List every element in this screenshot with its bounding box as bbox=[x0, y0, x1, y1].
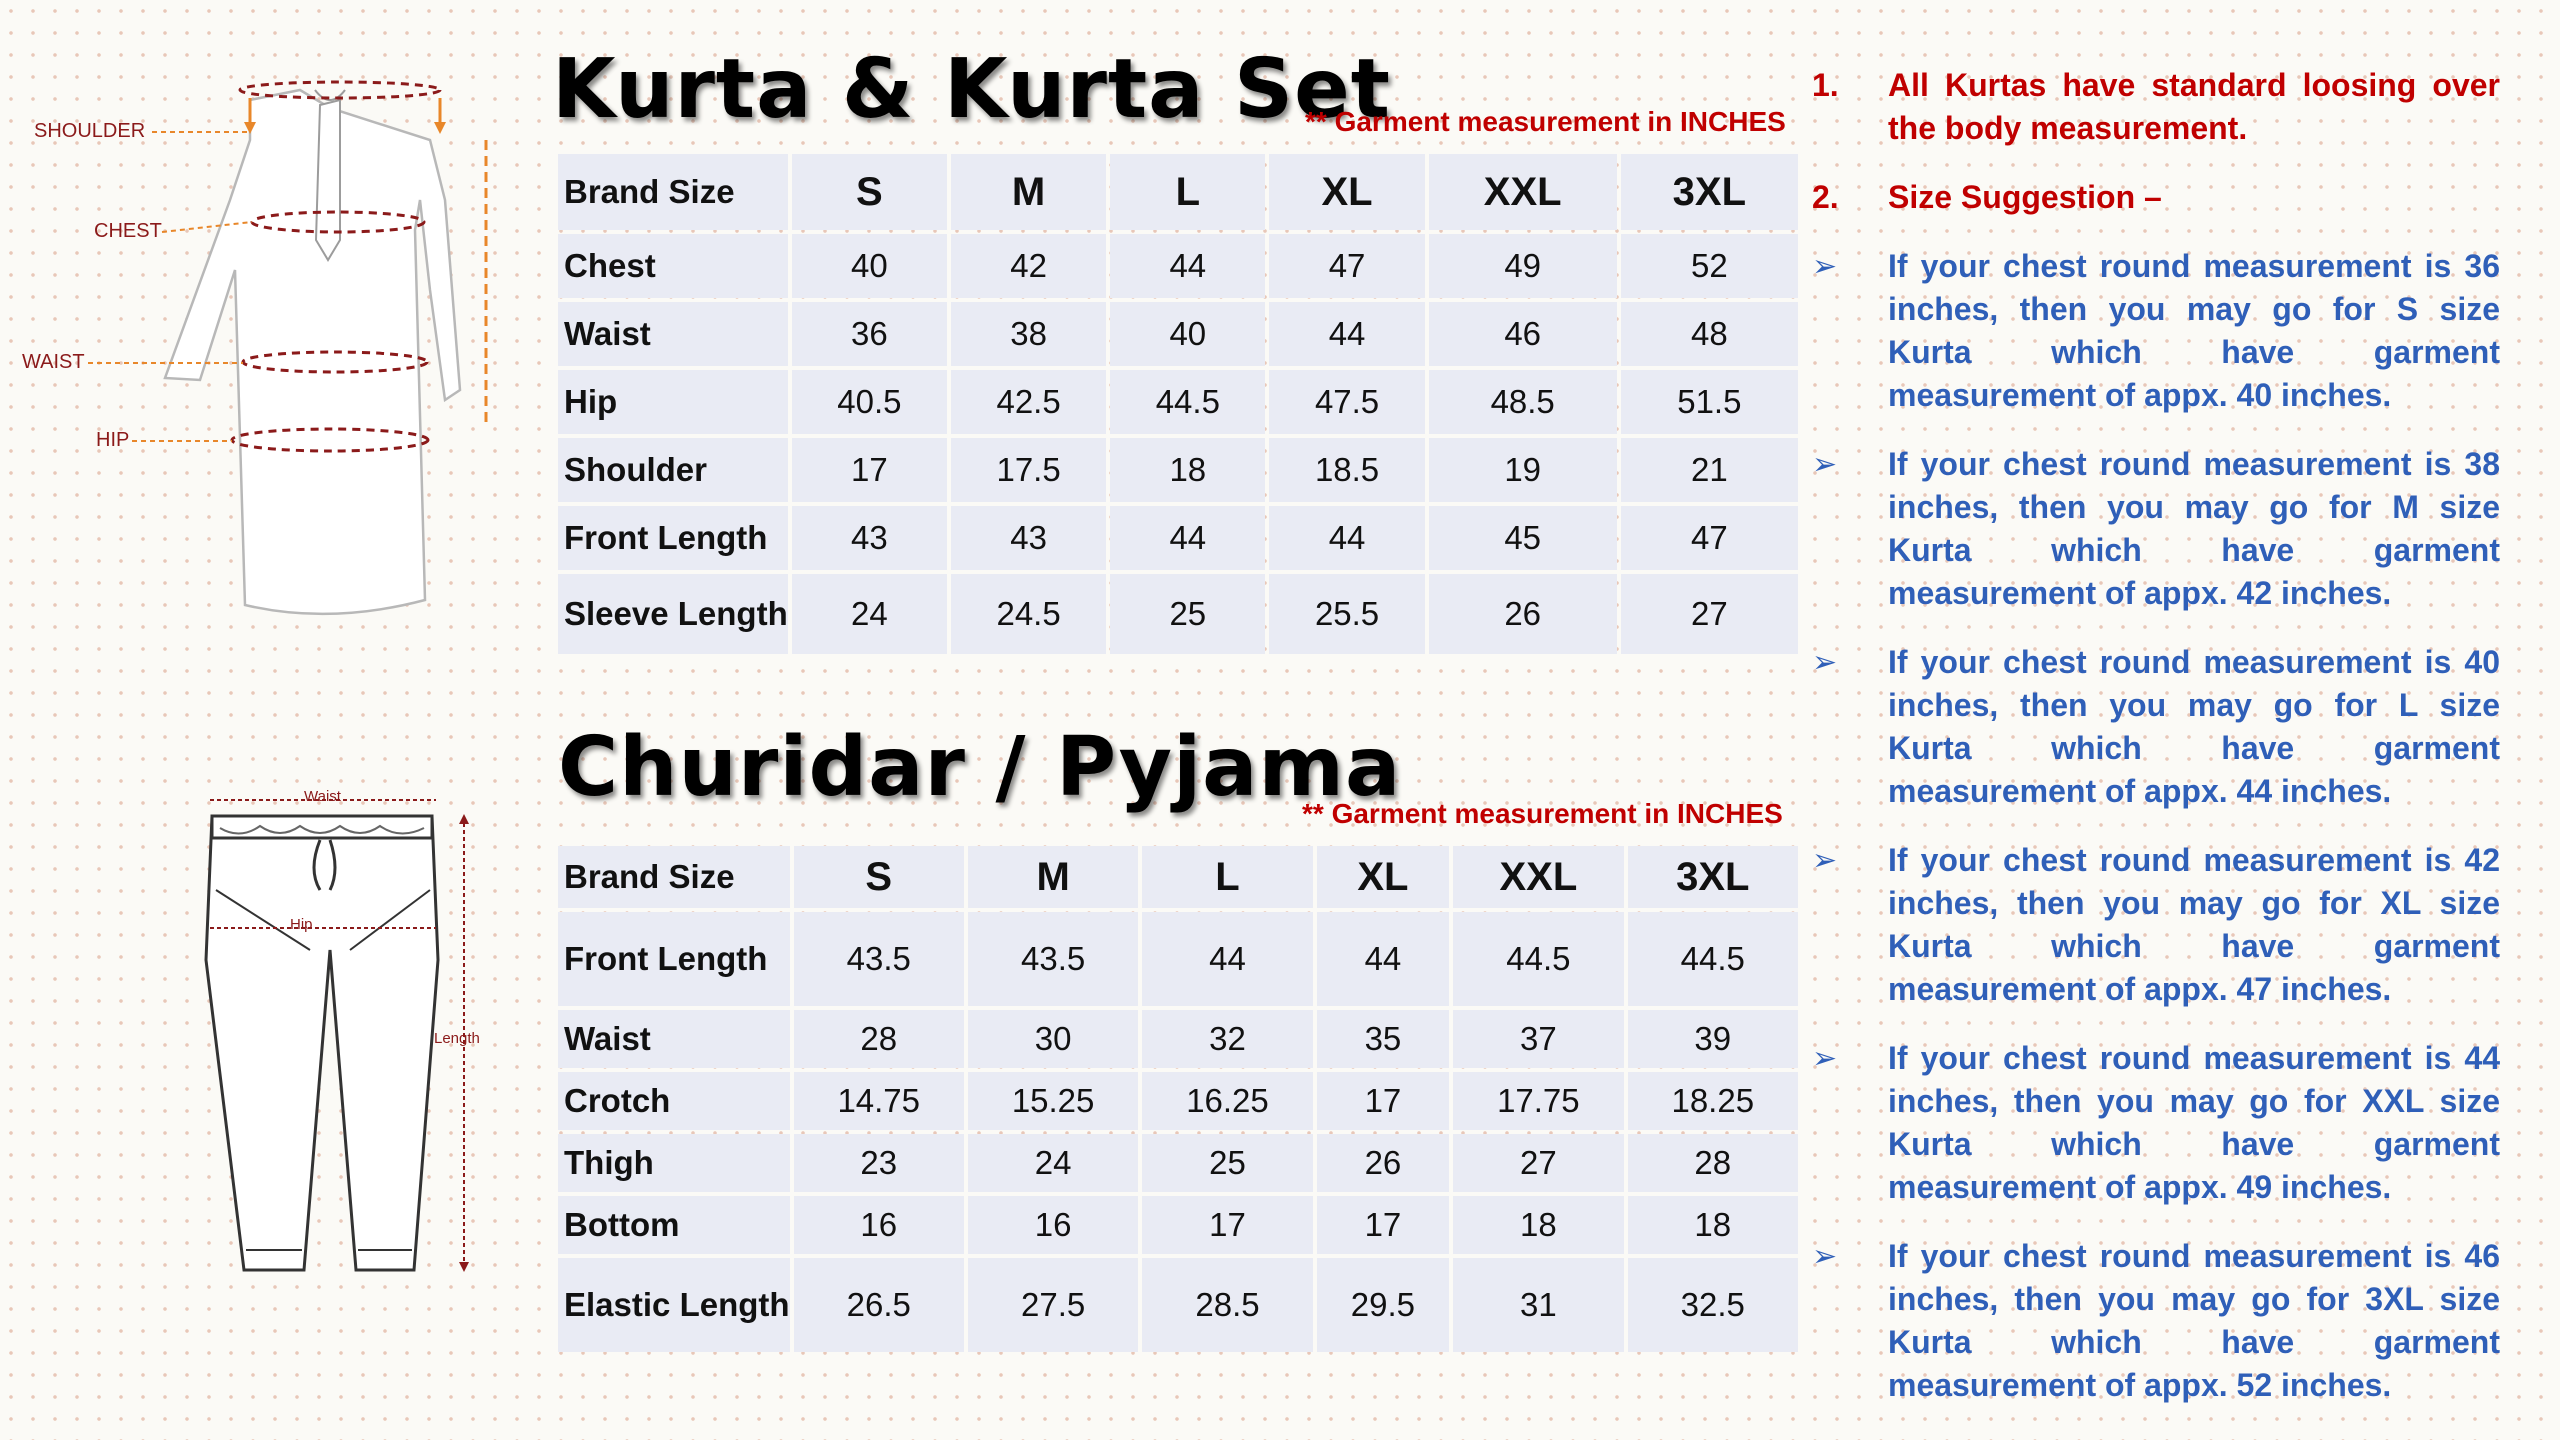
cell: 27.5 bbox=[968, 1258, 1138, 1352]
waist-label: WAIST bbox=[22, 351, 85, 373]
table-row bbox=[558, 1072, 1798, 1130]
row-label: Shoulder bbox=[558, 438, 788, 502]
cell: 26 bbox=[1317, 1134, 1450, 1192]
note-item bbox=[1812, 176, 2500, 219]
size-suggestion-item bbox=[1812, 443, 2500, 615]
cell: 47.5 bbox=[1269, 370, 1424, 434]
size-header-m: M bbox=[951, 154, 1106, 230]
cell: 23 bbox=[794, 1134, 964, 1192]
table-row bbox=[558, 302, 1798, 366]
kurta-drawing bbox=[0, 60, 520, 640]
cell: 44 bbox=[1110, 506, 1265, 570]
pyjama-hip-label: Hip bbox=[290, 916, 313, 933]
cell: 18 bbox=[1628, 1196, 1798, 1254]
row-label: Front Length bbox=[558, 912, 790, 1006]
size-header-m: M bbox=[968, 846, 1138, 908]
cell: 24.5 bbox=[951, 574, 1106, 654]
table-row bbox=[558, 370, 1798, 434]
size-header-l: L bbox=[1110, 154, 1265, 230]
table-row bbox=[558, 1134, 1798, 1192]
cell: 51.5 bbox=[1621, 370, 1798, 434]
cell: 18 bbox=[1453, 1196, 1623, 1254]
cell: 49 bbox=[1429, 234, 1617, 298]
suggestion-text: If your chest round measurement is 42 inches, then you may go for XL size Kurta which have garment measurement of appx. 47 inches. bbox=[1888, 842, 2500, 1007]
table-row bbox=[558, 506, 1798, 570]
cell: 26.5 bbox=[794, 1258, 964, 1352]
size-header-s: S bbox=[792, 154, 947, 230]
table-row bbox=[558, 1196, 1798, 1254]
cell: 40 bbox=[792, 234, 947, 298]
size-header-xl: XL bbox=[1269, 154, 1424, 230]
cell: 24 bbox=[792, 574, 947, 654]
cell: 47 bbox=[1269, 234, 1424, 298]
size-suggestion-item bbox=[1812, 839, 2500, 1011]
table-row bbox=[558, 438, 1798, 502]
arrow-bullet-icon: ➢ bbox=[1812, 250, 1838, 283]
arrow-bullet-icon: ➢ bbox=[1812, 844, 1838, 877]
cell: 25 bbox=[1142, 1134, 1312, 1192]
row-label: Bottom bbox=[558, 1196, 790, 1254]
cell: 17 bbox=[792, 438, 947, 502]
cell: 30 bbox=[968, 1010, 1138, 1068]
cell: 40.5 bbox=[792, 370, 947, 434]
size-suggestion-item bbox=[1812, 1235, 2500, 1407]
cell: 43.5 bbox=[794, 912, 964, 1006]
cell: 44.5 bbox=[1453, 912, 1623, 1006]
kurta-illustration bbox=[0, 60, 520, 640]
cell: 28.5 bbox=[1142, 1258, 1312, 1352]
size-header-l: L bbox=[1142, 846, 1312, 908]
row-label: Crotch bbox=[558, 1072, 790, 1130]
row-label: Sleeve Length bbox=[558, 574, 788, 654]
size-header-xl: XL bbox=[1317, 846, 1450, 908]
cell: 44 bbox=[1142, 912, 1312, 1006]
pyjama-length-label: Length bbox=[434, 1030, 480, 1047]
pyjama-illustration bbox=[180, 780, 500, 1310]
suggestion-text: If your chest round measurement is 44 inches, then you may go for XXL size Kurta which have garment measurement of appx. 49 inches. bbox=[1888, 1040, 2500, 1205]
cell: 45 bbox=[1429, 506, 1617, 570]
size-suggestion-item bbox=[1812, 1037, 2500, 1209]
kurta-measurement-note: ** Garment measurement in INCHES bbox=[1305, 106, 1786, 137]
cell: 28 bbox=[794, 1010, 964, 1068]
cell: 17 bbox=[1142, 1196, 1312, 1254]
table-row bbox=[558, 574, 1798, 654]
hip-label: HIP bbox=[96, 429, 130, 451]
cell: 44 bbox=[1110, 234, 1265, 298]
kurta-title: Kurta & Kurta Set bbox=[552, 42, 1391, 137]
note-number: 2. bbox=[1812, 179, 1839, 215]
arrow-bullet-icon: ➢ bbox=[1812, 1042, 1838, 1075]
row-label: Chest bbox=[558, 234, 788, 298]
cell: 36 bbox=[792, 302, 947, 366]
size-header-xxl: XXL bbox=[1429, 154, 1617, 230]
cell: 17.5 bbox=[951, 438, 1106, 502]
cell: 32 bbox=[1142, 1010, 1312, 1068]
cell: 37 bbox=[1453, 1010, 1623, 1068]
row-label: Waist bbox=[558, 1010, 790, 1068]
suggestion-text: If your chest round measurement is 40 inches, then you may go for L size Kurta which have garment measurement of appx. 44 inches. bbox=[1888, 644, 2500, 809]
arrow-bullet-icon: ➢ bbox=[1812, 646, 1838, 679]
cell: 48.5 bbox=[1429, 370, 1617, 434]
cell: 14.75 bbox=[794, 1072, 964, 1130]
suggestion-text: If your chest round measurement is 38 inches, then you may go for M size Kurta which have garment measurement of appx. 42 inches. bbox=[1888, 446, 2500, 611]
kurta-size-table bbox=[554, 150, 1802, 658]
size-header-s: S bbox=[794, 846, 964, 908]
cell: 52 bbox=[1621, 234, 1798, 298]
cell: 42.5 bbox=[951, 370, 1106, 434]
arrow-bullet-icon: ➢ bbox=[1812, 1240, 1838, 1273]
note-number: 1. bbox=[1812, 67, 1839, 103]
table-row bbox=[558, 912, 1798, 1006]
row-label: Waist bbox=[558, 302, 788, 366]
row-label: Hip bbox=[558, 370, 788, 434]
cell: 31 bbox=[1453, 1258, 1623, 1352]
cell: 43 bbox=[951, 506, 1106, 570]
cell: 17 bbox=[1317, 1072, 1450, 1130]
cell: 24 bbox=[968, 1134, 1138, 1192]
cell: 29.5 bbox=[1317, 1258, 1450, 1352]
chest-label: CHEST bbox=[94, 220, 162, 242]
row-label: Thigh bbox=[558, 1134, 790, 1192]
cell: 44 bbox=[1317, 912, 1450, 1006]
churidar-measurement-note: ** Garment measurement in INCHES bbox=[1302, 798, 1783, 829]
cell: 42 bbox=[951, 234, 1106, 298]
note-text: All Kurtas have standard loosing over the body measurement. bbox=[1888, 67, 2500, 146]
shoulder-label: SHOULDER bbox=[34, 120, 146, 142]
cell: 38 bbox=[951, 302, 1106, 366]
cell: 44 bbox=[1269, 302, 1424, 366]
cell: 44.5 bbox=[1110, 370, 1265, 434]
cell: 15.25 bbox=[968, 1072, 1138, 1130]
cell: 17 bbox=[1317, 1196, 1450, 1254]
cell: 25.5 bbox=[1269, 574, 1424, 654]
cell: 17.75 bbox=[1453, 1072, 1623, 1130]
pyjama-waist-label: Waist bbox=[304, 788, 341, 805]
cell: 18 bbox=[1110, 438, 1265, 502]
cell: 44.5 bbox=[1628, 912, 1798, 1006]
cell: 19 bbox=[1429, 438, 1617, 502]
cell: 16.25 bbox=[1142, 1072, 1312, 1130]
cell: 43.5 bbox=[968, 912, 1138, 1006]
cell: 25 bbox=[1110, 574, 1265, 654]
row-label: Elastic Length bbox=[558, 1258, 790, 1352]
size-header-xxl: XXL bbox=[1453, 846, 1623, 908]
arrow-bullet-icon: ➢ bbox=[1812, 448, 1838, 481]
brand-size-header: Brand Size bbox=[558, 154, 788, 230]
size-suggestion-item bbox=[1812, 641, 2500, 813]
cell: 47 bbox=[1621, 506, 1798, 570]
brand-size-header: Brand Size bbox=[558, 846, 790, 908]
churidar-title: Churidar / Pyjama bbox=[558, 720, 1402, 815]
suggestion-text: If your chest round measurement is 36 inches, then you may go for S size Kurta which have garment measurement of appx. 40 inches. bbox=[1888, 248, 2500, 413]
cell: 16 bbox=[794, 1196, 964, 1254]
size-suggestion-item bbox=[1812, 245, 2500, 417]
table-row bbox=[558, 1258, 1798, 1352]
cell: 46 bbox=[1429, 302, 1617, 366]
cell: 40 bbox=[1110, 302, 1265, 366]
cell: 18.5 bbox=[1269, 438, 1424, 502]
cell: 35 bbox=[1317, 1010, 1450, 1068]
cell: 44 bbox=[1269, 506, 1424, 570]
row-label: Front Length bbox=[558, 506, 788, 570]
cell: 43 bbox=[792, 506, 947, 570]
note-text: Size Suggestion – bbox=[1888, 179, 2162, 215]
table-row bbox=[558, 234, 1798, 298]
cell: 28 bbox=[1628, 1134, 1798, 1192]
cell: 27 bbox=[1453, 1134, 1623, 1192]
suggestion-text: If your chest round measurement is 46 inches, then you may go for 3XL size Kurta which have garment measurement of appx. 52 inches. bbox=[1888, 1238, 2500, 1403]
size-header-3xl: 3XL bbox=[1621, 154, 1798, 230]
cell: 39 bbox=[1628, 1010, 1798, 1068]
cell: 48 bbox=[1621, 302, 1798, 366]
cell: 26 bbox=[1429, 574, 1617, 654]
cell: 21 bbox=[1621, 438, 1798, 502]
cell: 18.25 bbox=[1628, 1072, 1798, 1130]
cell: 16 bbox=[968, 1196, 1138, 1254]
cell: 32.5 bbox=[1628, 1258, 1798, 1352]
churidar-header-row bbox=[558, 846, 1798, 908]
size-header-3xl: 3XL bbox=[1628, 846, 1798, 908]
churidar-size-table bbox=[554, 842, 1802, 1356]
table-row bbox=[558, 1010, 1798, 1068]
kurta-header-row bbox=[558, 154, 1798, 230]
cell: 27 bbox=[1621, 574, 1798, 654]
size-notes bbox=[1812, 64, 2500, 1407]
note-item bbox=[1812, 64, 2500, 150]
